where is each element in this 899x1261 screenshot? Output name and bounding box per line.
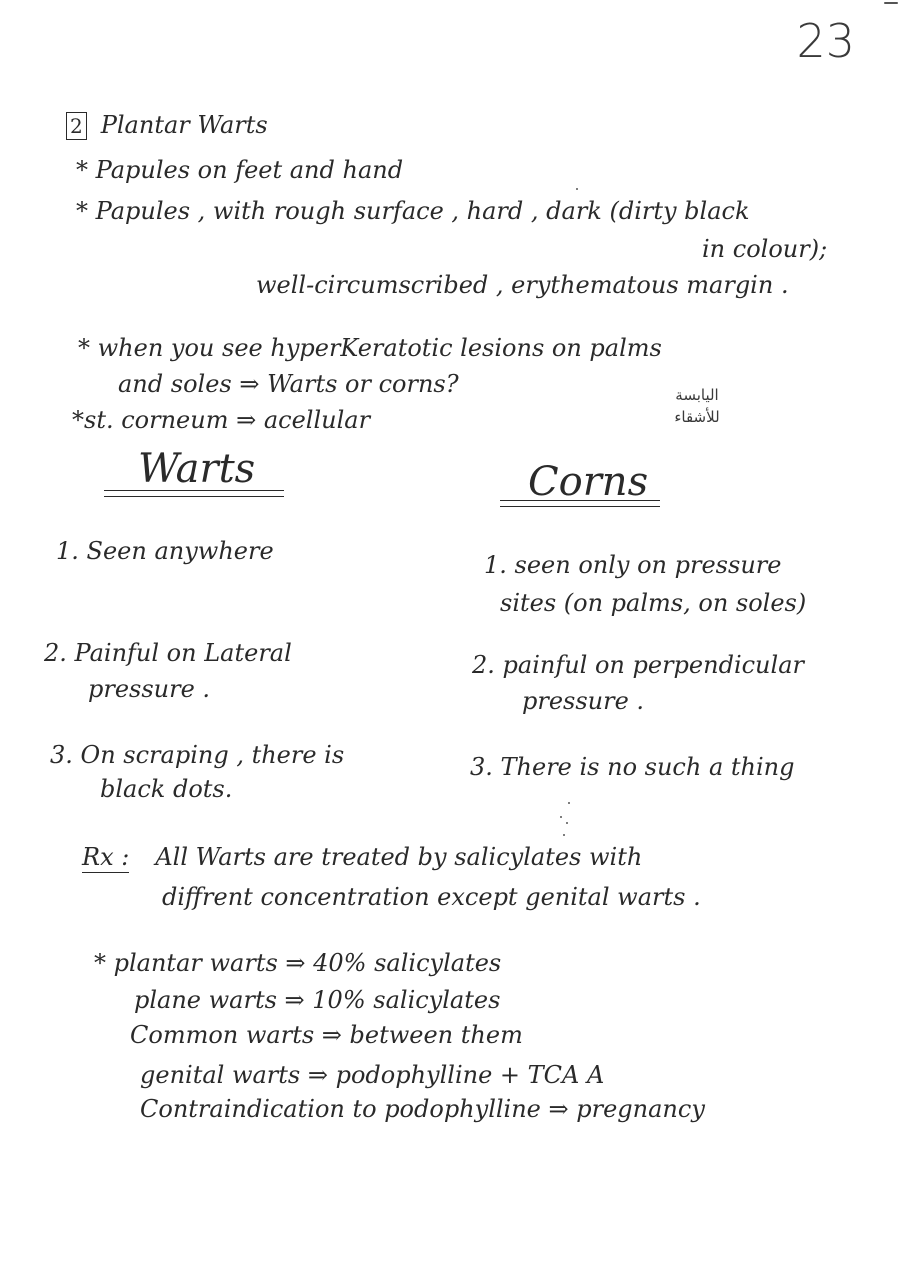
rx-label: Rx : xyxy=(82,843,130,871)
arabic-note-bottom: للأشقاء xyxy=(674,408,720,426)
note-hyperkeratotic: * when you see hyperKeratotic lesions on palms xyxy=(78,334,662,362)
corns-heading: Corns xyxy=(528,459,649,505)
page-number: 23 xyxy=(796,14,855,68)
warts-point-2: 2. Painful on Lateral xyxy=(44,639,292,667)
note-stratum-corneum: *st. corneum ⇒ acellular xyxy=(72,406,371,434)
corns-point-1: 1. seen only on pressure xyxy=(484,551,782,579)
bullet-papules-location: * Papules on feet and hand xyxy=(76,156,404,184)
note-warts-or-corns: and soles ⇒ Warts or corns? xyxy=(118,370,459,398)
scan-speck xyxy=(576,188,578,190)
scan-mark xyxy=(884,2,898,4)
warts-heading-underline-2 xyxy=(104,496,284,497)
scan-speck xyxy=(566,822,568,824)
treatment-common: Common warts ⇒ between them xyxy=(130,1021,523,1049)
arabic-note-top: اليابسة xyxy=(675,386,719,404)
corns-point-1-cont: sites (on palms, on soles) xyxy=(500,589,807,617)
treatment-line-2: diffrent concentration except genital warts . xyxy=(162,883,701,911)
bullet-papules-margin: well-circumscribed , erythematous margin . xyxy=(256,271,789,299)
warts-heading-underline xyxy=(104,490,284,491)
warts-point-3-cont: black dots. xyxy=(100,775,233,803)
scan-speck xyxy=(568,802,570,804)
treatment-plane: plane warts ⇒ 10% salicylates xyxy=(134,986,501,1014)
scan-speck xyxy=(560,816,562,818)
treatment-plantar: * plantar warts ⇒ 40% salicylates xyxy=(94,949,502,977)
section-title: Plantar Warts xyxy=(100,111,268,139)
treatment-contraindication: Contraindication to podophylline ⇒ pregnancy xyxy=(140,1095,705,1123)
corns-point-2-cont: pressure . xyxy=(522,687,645,715)
treatment-line-1 xyxy=(82,842,642,873)
warts-heading: Warts xyxy=(138,446,256,492)
warts-point-3: 3. On scraping , there is xyxy=(50,741,345,769)
treatment-statement: All Warts are treated by salicylates with xyxy=(155,843,643,871)
bullet-papules-colour: in colour); xyxy=(702,235,828,263)
corns-point-2: 2. painful on perpendicular xyxy=(472,651,804,679)
corns-point-3: 3. There is no such a thing xyxy=(470,753,795,781)
scan-speck xyxy=(563,834,565,836)
section-header xyxy=(66,110,268,140)
corns-heading-underline xyxy=(500,500,660,501)
bullet-papules-surface: * Papules , with rough surface , hard , dark (dirty black xyxy=(76,197,750,225)
section-number: 2 xyxy=(66,112,87,140)
warts-point-1: 1. Seen anywhere xyxy=(56,537,274,565)
warts-point-2-cont: pressure . xyxy=(88,675,211,703)
treatment-genital: genital warts ⇒ podophylline + TCA A xyxy=(140,1061,605,1089)
corns-heading-underline-2 xyxy=(500,506,660,507)
